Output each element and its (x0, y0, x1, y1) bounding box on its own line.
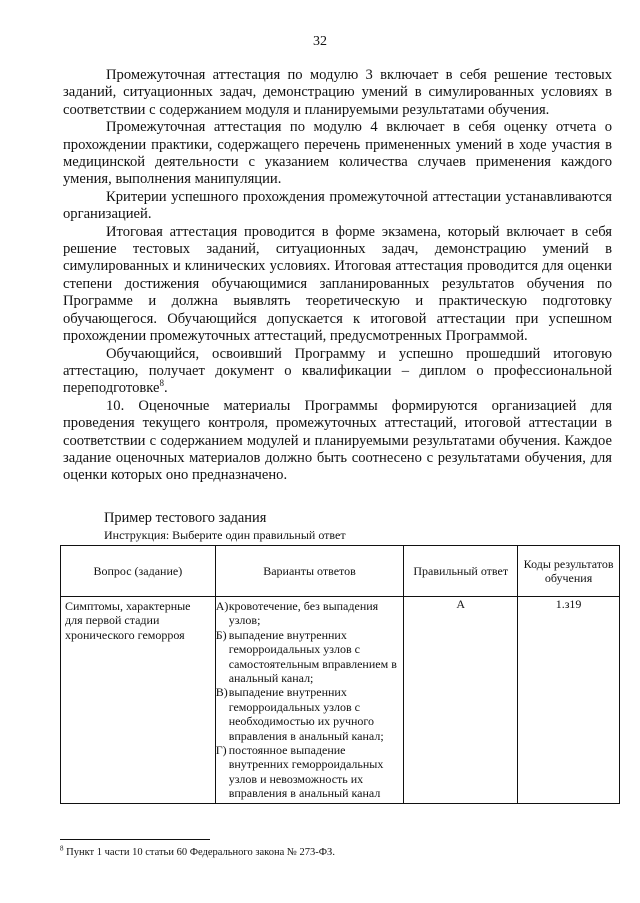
paragraph-diploma: Обучающийся, освоивший Программу и успешно прошедший итоговую аттестацию, получает документ о квалификации – диплом о профессиональной переподготовке$^8$. (63, 345, 612, 397)
instruction-text: Инструкция: Выберите один правильный ответ (104, 528, 346, 542)
paragraph-module4: Промежуточная аттестация по модулю 4 включает в себя оценку отчета о прохождении практики, содержащего перечень примененных умений в ходе участия в медицинской деятельности с указанием количества случаев применения каждого умения, выполнения манипуляции. (63, 119, 612, 188)
page-number: 32 (313, 34, 327, 49)
correct-answer-cell: А (404, 597, 518, 804)
header-correct: Правильный ответ (404, 546, 518, 597)
answer-letter: А) (215, 599, 229, 613)
paragraph-module3: Промежуточная аттестация по модулю 3 включает в себя решение тестовых заданий, ситуационных задач, демонстрацию умений в симулированных условиях в соответствии с содержанием модуля и планируемыми результатами обучения. (63, 67, 612, 118)
code-cell: 1.з19 (518, 597, 620, 804)
answer-letter: Г) (215, 743, 227, 758)
answers-cell (215, 597, 404, 804)
table-header-row (61, 546, 620, 597)
footnote-divider (60, 839, 210, 840)
paragraph-final-attestation: Итоговая аттестация проводится в форме экзамена, который включает в себя решение тестовых заданий, ситуационных задач, демонстрацию умений в симулированных и клинических условиях. Итоговая аттестация проводится для оценки степени достижения обучающимися запланированных результатов обучения по Программе и должна выявлять теоретическую и практическую подготовку обучающегося. Обучающийся допускается к итоговой аттестации при успешном прохождении промежуточных аттестаций, предусмотренных Программой. (63, 223, 612, 345)
answer-option (216, 743, 402, 801)
answer-option (216, 685, 402, 743)
test-table (60, 545, 620, 804)
diploma-text: Обучающийся, освоивший Программу и успешно прошедший итоговую аттестацию, получает документ о квалификации – диплом о профессиональной переподготовке (63, 345, 612, 397)
paragraph-assessment-materials: 10. Оценочные материалы Программы формируются организацией для проведения текущего контроля, промежуточных аттестаций, итоговой аттестации в соответствии с содержанием модулей и планируемыми результатами обучения. Каждое задание оценочных материалов должно быть соотнесено с результатами обучения, для оценки которых оно предназначено. (63, 397, 612, 484)
footnote (60, 844, 335, 858)
answer-letter: В) (215, 685, 228, 700)
header-codes: Коды результатов обучения (518, 546, 620, 597)
example-title: Пример тестового задания (104, 510, 267, 526)
paragraph-criteria: Критерии успешного прохождения промежуточной аттестации устанавливаются организацией. (63, 188, 612, 223)
footnote-ref: 8 (159, 378, 164, 389)
body-text (63, 67, 612, 485)
answer-option (216, 628, 402, 686)
answer-letter: Б) (215, 627, 227, 642)
header-question: Вопрос (задание) (61, 546, 216, 597)
answer-text: выпадение внутренних геморроидальных узлов с необходимостью их ручного вправления в анальный канал; (228, 685, 384, 743)
table-row (61, 597, 620, 804)
header-variants: Варианты ответов (215, 546, 404, 597)
question-cell: Симптомы, характерные для первой стадии хронического геморроя (61, 597, 216, 804)
answer-text: кровотечение, без выпадения узлов; (228, 599, 379, 628)
answer-option (216, 599, 402, 628)
answer-text: постоянное выпадение внутренних геморроидальных узлов и невозможность их вправления в анальный канал (228, 743, 384, 801)
footnote-marker: 8 (60, 844, 64, 853)
answer-text: выпадение внутренних геморроидальных узлов с самостоятельным вправлением в анальный канал; (228, 627, 397, 686)
footnote-text: Пункт 1 части 10 статьи 60 Федерального закона № 273-ФЗ. (66, 847, 335, 858)
